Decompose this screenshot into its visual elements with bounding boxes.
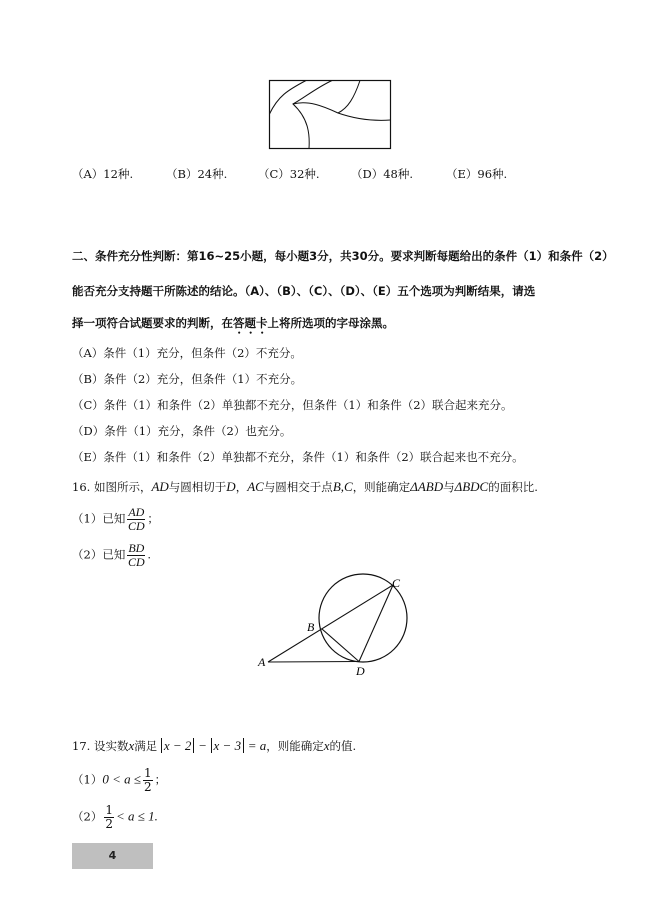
q15-option-d: （D）48种. [351, 167, 414, 181]
q16-condition-1 [72, 506, 159, 533]
answer-card-emphasis: 答题卡 [233, 316, 268, 330]
q17-c1-ineq: 0 < a ≤ [102, 771, 141, 787]
q17-c2-num: 1 [105, 803, 113, 817]
q16-text-7: 的面积比. [488, 480, 538, 494]
q15-option-c: （C）32种. [258, 167, 320, 181]
q17-abs-2: x − 3 [211, 738, 245, 753]
q16-c1-num: AD [128, 505, 145, 519]
judgement-option-d: （D）条件（1）充分，条件（2）也充分。 [72, 424, 292, 438]
q15-option-b: （B）24种. [166, 167, 228, 181]
q17-condition-1 [72, 767, 166, 794]
point-label-c: C [392, 576, 401, 590]
point-label-b: B [307, 620, 315, 634]
q17-c1-den: 2 [144, 780, 152, 794]
q17-c2-den: 2 [105, 817, 113, 831]
q17-c1-pre: （1） [72, 772, 103, 787]
section2-heading-line1: 二、条件充分性判断：第16~25小题，每小题3分，共30分。要求判断每题给出的条件（1）和条件（2） [72, 249, 614, 263]
q17-number: 17. [72, 739, 91, 753]
judgement-option-e: （E）条件（1）和条件（2）单独都不充分，条件（1）和条件（2）联合起来也不充分。 [72, 450, 524, 464]
q16-var-ad: AD [151, 479, 169, 494]
judgement-option-b: （B）条件（2）充分，但条件（1）不充分。 [72, 372, 303, 386]
judgement-option-c: （C）条件（1）和条件（2）单独都不充分，但条件（1）和条件（2）联合起来充分。 [72, 398, 513, 412]
q16-text-1: 如图所示， [93, 480, 152, 494]
section2-heading-line3 [72, 315, 394, 337]
q16-stem [72, 479, 538, 495]
q17-text-4: 的值. [329, 739, 357, 753]
q15-option-a: （A）12种. [72, 167, 134, 181]
q17-abs-1: x − 2 [161, 738, 195, 753]
q16-c1-pre: （1）已知 [72, 511, 126, 526]
heading-line3-post: 上将所选项的字母涂黑。 [267, 316, 394, 330]
judgement-option-a: （A）条件（1）充分，但条件（2）不充分。 [72, 346, 302, 360]
q16-var-ac: AC [247, 479, 264, 494]
q16-number: 16. [72, 480, 91, 494]
q16-text-4: 与圆相交于点 [263, 480, 333, 494]
q16-c1-post: ； [147, 511, 159, 526]
q17-stem [72, 738, 356, 754]
circle-tangent-figure [250, 570, 420, 680]
q17-c2-fraction [104, 804, 114, 831]
q16-text-6: 与 [443, 480, 455, 494]
q16-var-d: D [226, 479, 236, 494]
q16-text-5: ，则能确定 [352, 480, 411, 494]
q16-c1-den: CD [127, 519, 145, 533]
q17-text-1: 设实数 [93, 739, 129, 753]
q16-c2-fraction [127, 542, 145, 569]
q16-condition-2 [72, 542, 151, 569]
q16-c2-num: BD [128, 541, 145, 555]
q17-var-x: x [128, 738, 135, 753]
q15-option-e: （E）96种. [446, 167, 508, 181]
q17-c2-pre: （2） [72, 809, 103, 824]
q16-var-bc: B,C [332, 479, 353, 494]
heading-line3-pre: 择一项符合试题要求的判断，在 [72, 316, 233, 330]
q17-text-3: ，则能确定 [266, 739, 324, 753]
q17-eq: = a [247, 738, 267, 753]
q17-text-2: 满足 [134, 739, 158, 753]
q16-c2-post: . [147, 547, 151, 562]
q17-c1-fraction [143, 767, 153, 794]
q17-condition-2 [72, 804, 158, 831]
q16-c1-fraction [127, 506, 145, 533]
q16-c2-pre: （2）已知 [72, 547, 126, 562]
q17-c1-post: ； [154, 772, 167, 787]
q17-c2-ineq: < a ≤ 1. [115, 808, 158, 824]
q16-text-2: 与圆相切于 [168, 480, 227, 494]
point-label-d: D [356, 664, 365, 678]
q17-c1-num: 1 [144, 766, 152, 780]
section2-heading-line2: 能否充分支持题干所陈述的结论。（A）、（B）、（C）、（D）、（E）五个选项为判断结果，请选 [72, 284, 536, 298]
point-label-a: A [258, 655, 266, 669]
q16-var-abd: ΔABD [410, 479, 444, 494]
q17-var-x2: x [323, 738, 330, 753]
region-map-figure [268, 78, 393, 152]
q17-minus: − [198, 738, 207, 753]
q16-c2-den: CD [127, 555, 145, 569]
page-number: 4 [108, 849, 117, 862]
q16-text-3: ， [235, 480, 248, 494]
page-number-box [72, 843, 153, 869]
q16-var-bdc: ΔBDC [454, 479, 489, 494]
